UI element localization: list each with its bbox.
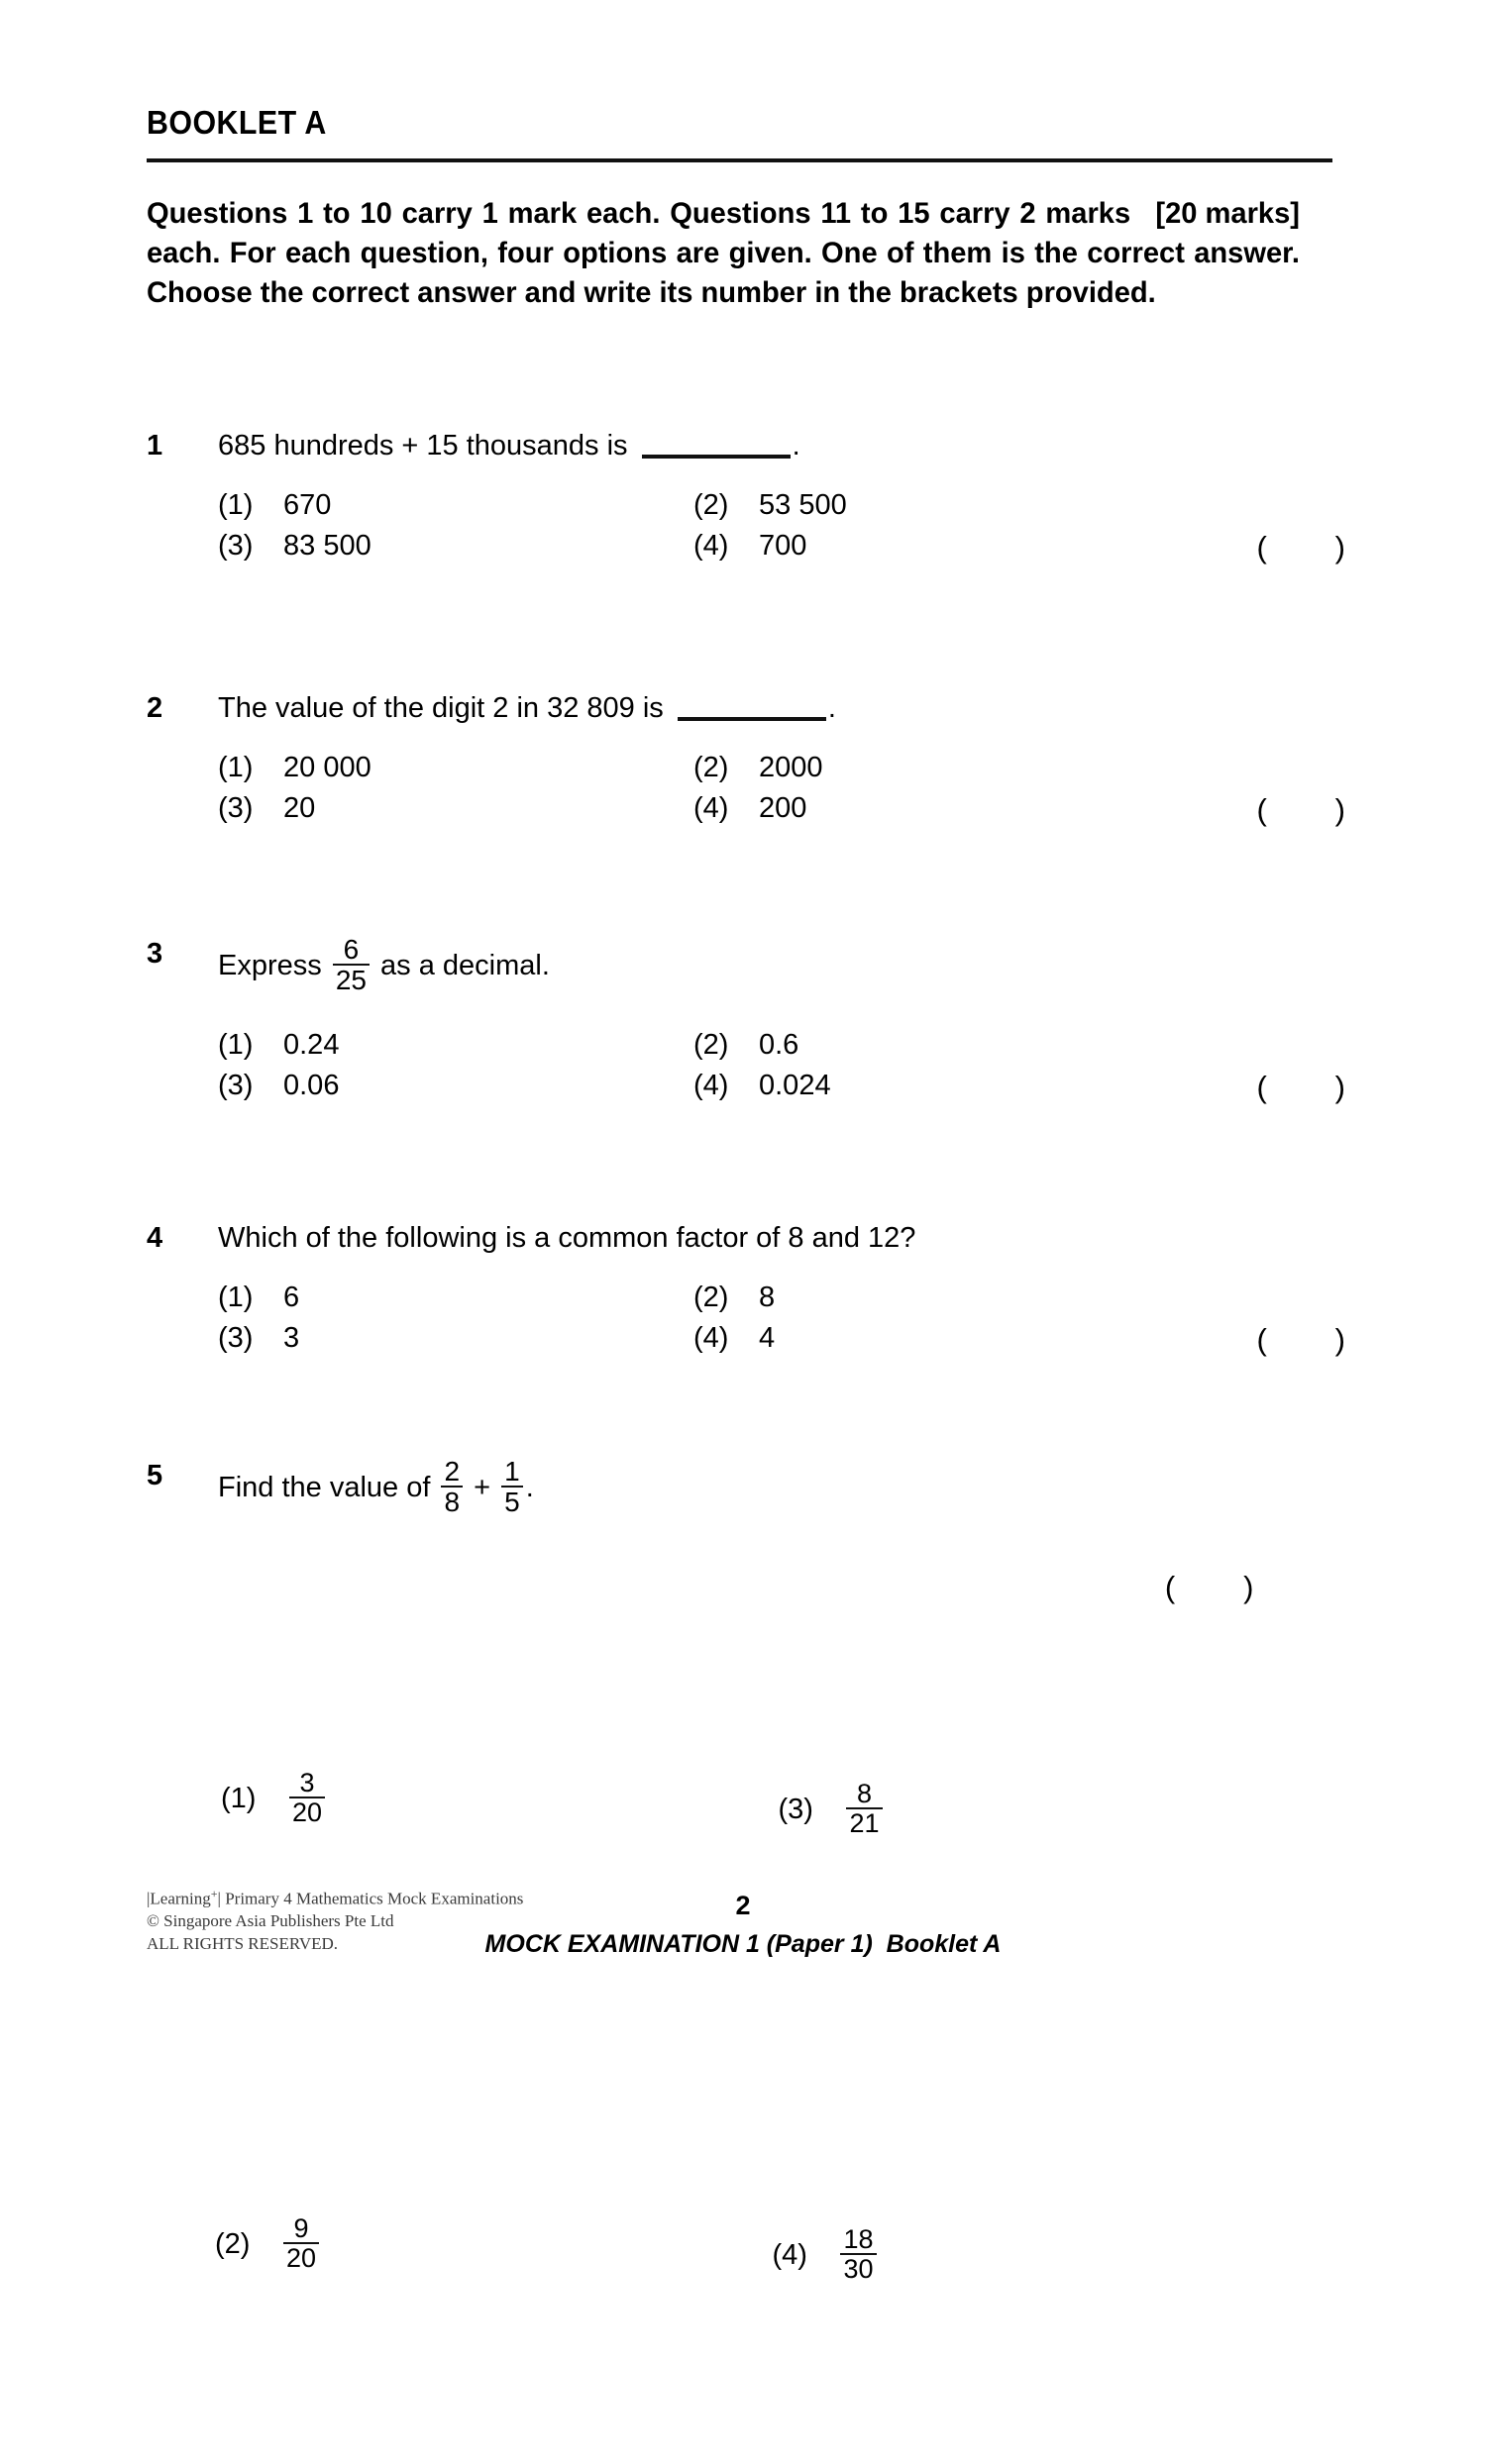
question-text bbox=[218, 690, 1345, 726]
answer-bracket[interactable]: ( ) bbox=[1164, 1570, 1254, 1605]
header-divider bbox=[147, 158, 1332, 162]
fraction-numerator: 3 bbox=[299, 1768, 315, 1798]
option-2[interactable] bbox=[693, 752, 1110, 784]
option-value: 20 bbox=[283, 792, 316, 825]
option-2[interactable] bbox=[215, 2036, 631, 2452]
option-value: 700 bbox=[759, 530, 807, 563]
option-value: 0.24 bbox=[283, 1029, 340, 1062]
option-2[interactable] bbox=[693, 489, 1110, 522]
question-2 bbox=[147, 690, 1345, 828]
fraction-denominator: 25 bbox=[333, 964, 370, 994]
option-label: (3) bbox=[218, 1322, 254, 1355]
stem-prefix: Express bbox=[218, 949, 330, 981]
option-label: (4) bbox=[772, 2239, 807, 2272]
answer-bracket[interactable]: ( ) bbox=[1256, 1322, 1345, 1358]
stem-suffix: . bbox=[827, 692, 836, 724]
option-3[interactable] bbox=[218, 1322, 693, 1355]
option-row bbox=[147, 1322, 1345, 1358]
option-value: 0.06 bbox=[283, 1070, 340, 1102]
option-1[interactable] bbox=[218, 1282, 693, 1314]
stem-prefix: Find the value of bbox=[218, 1471, 439, 1503]
instructions-text: Questions 1 to 10 carry 1 mark each. Questions 11 to 15 carry 2 marks each. For each question, four options are given. One of them is the correct answer. Choose the correct answer and write its number in the brackets provided. bbox=[147, 197, 1300, 309]
option-2[interactable] bbox=[693, 1282, 1110, 1314]
fraction-numerator: 8 bbox=[856, 1779, 872, 1809]
option-row bbox=[147, 1282, 1345, 1314]
option-fraction bbox=[840, 2225, 876, 2283]
option-value: 200 bbox=[759, 792, 807, 825]
option-label: (1) bbox=[218, 752, 254, 784]
option-label: (2) bbox=[693, 489, 729, 522]
option-1[interactable] bbox=[218, 1029, 693, 1062]
option-label: (1) bbox=[221, 1783, 257, 1815]
question-3 bbox=[147, 934, 1345, 1105]
answer-blank bbox=[642, 435, 791, 459]
option-row bbox=[147, 530, 1345, 563]
stem-prefix: Which of the following is a common factor of 8 and 12? bbox=[218, 1222, 916, 1254]
option-label: (2) bbox=[693, 752, 729, 784]
fraction-numerator: 1 bbox=[504, 1456, 520, 1487]
footer-series-superscript: + bbox=[210, 1887, 218, 1900]
option-value: 4 bbox=[759, 1322, 776, 1355]
option-label: (3) bbox=[218, 1070, 254, 1102]
fraction-numerator: 18 bbox=[843, 2224, 874, 2255]
option-row bbox=[706, 1572, 1253, 2463]
option-row bbox=[147, 489, 1345, 522]
page-footer bbox=[0, 1887, 1486, 2015]
total-marks: [20 marks] bbox=[1155, 197, 1300, 230]
fraction-denominator: 30 bbox=[840, 2253, 876, 2283]
fraction-denominator: 8 bbox=[441, 1486, 463, 1516]
footer-series-post: | Primary 4 Mathematics Mock Examinations bbox=[217, 1889, 524, 1908]
option-group bbox=[147, 752, 1345, 828]
option-row bbox=[147, 792, 1345, 828]
stem-operator: + bbox=[466, 1471, 499, 1503]
option-fraction bbox=[289, 1769, 325, 1826]
fraction-denominator: 20 bbox=[283, 2242, 319, 2272]
option-2[interactable] bbox=[693, 1029, 1110, 1062]
option-label: (2) bbox=[215, 2228, 251, 2261]
footer-series-pre: |Learning bbox=[147, 1889, 211, 1908]
option-group bbox=[147, 489, 1345, 563]
stem-prefix: 685 hundreds + 15 thousands is bbox=[218, 430, 636, 462]
option-value: 3 bbox=[283, 1322, 300, 1355]
option-value: 2000 bbox=[759, 752, 823, 784]
option-3[interactable] bbox=[218, 530, 693, 563]
footer-publisher: © Singapore Asia Publishers Pte Ltd bbox=[147, 1911, 394, 1931]
option-4[interactable] bbox=[693, 1322, 1110, 1355]
option-value: 20 000 bbox=[283, 752, 372, 784]
instructions-block bbox=[147, 194, 1300, 313]
stem-fraction bbox=[333, 935, 370, 994]
fraction-numerator: 6 bbox=[343, 934, 360, 965]
answer-bracket[interactable]: ( ) bbox=[1256, 1070, 1345, 1105]
option-label: (4) bbox=[693, 792, 729, 825]
option-3[interactable] bbox=[218, 792, 693, 825]
question-number: 4 bbox=[147, 1222, 163, 1254]
answer-blank bbox=[678, 697, 826, 721]
page-title: BOOKLET A bbox=[147, 104, 327, 141]
option-4[interactable] bbox=[693, 1070, 1110, 1102]
option-4[interactable] bbox=[693, 530, 1110, 563]
page-number: 2 bbox=[735, 1891, 751, 1920]
option-1[interactable] bbox=[218, 489, 693, 522]
option-value: 0.024 bbox=[759, 1070, 831, 1102]
question-stem bbox=[147, 428, 1345, 463]
option-value: 6 bbox=[283, 1282, 300, 1314]
stem-prefix: The value of the digit 2 in 32 809 is bbox=[218, 692, 672, 724]
option-label: (4) bbox=[693, 530, 729, 563]
option-label: (2) bbox=[693, 1282, 729, 1314]
option-group bbox=[147, 1282, 1345, 1358]
option-3[interactable] bbox=[218, 1070, 693, 1102]
stem-suffix: . bbox=[525, 1471, 534, 1503]
option-group bbox=[147, 1029, 1345, 1105]
option-value: 0.6 bbox=[759, 1029, 799, 1062]
option-label: (3) bbox=[218, 792, 254, 825]
option-value: 670 bbox=[283, 489, 332, 522]
stem-fraction-1 bbox=[441, 1457, 463, 1516]
fraction-denominator: 21 bbox=[846, 1807, 882, 1837]
fraction-denominator: 5 bbox=[501, 1486, 523, 1516]
answer-bracket[interactable]: ( ) bbox=[1256, 530, 1345, 565]
answer-bracket[interactable]: ( ) bbox=[1256, 792, 1345, 828]
stem-suffix: as a decimal. bbox=[372, 949, 550, 981]
option-fraction bbox=[846, 1780, 882, 1837]
question-stem bbox=[147, 1458, 1345, 1517]
option-row bbox=[147, 1070, 1345, 1105]
question-number: 3 bbox=[147, 938, 163, 970]
question-number: 5 bbox=[147, 1460, 163, 1491]
footer-exam-title: MOCK EXAMINATION 1 (Paper 1) Booklet A bbox=[484, 1930, 1002, 1958]
option-1[interactable] bbox=[218, 752, 693, 784]
option-label: (3) bbox=[778, 1794, 813, 1826]
option-row bbox=[147, 752, 1345, 784]
stem-suffix: . bbox=[792, 430, 800, 462]
option-4[interactable] bbox=[693, 792, 1110, 825]
question-text bbox=[218, 428, 1345, 463]
question-number: 1 bbox=[147, 430, 163, 462]
option-fraction bbox=[283, 2214, 319, 2272]
question-stem bbox=[147, 936, 1345, 995]
question-text bbox=[218, 1458, 1345, 1517]
fraction-denominator: 20 bbox=[289, 1797, 325, 1826]
question-4 bbox=[147, 1220, 1345, 1358]
option-4[interactable] bbox=[772, 2047, 1188, 2463]
option-value: 83 500 bbox=[283, 530, 372, 563]
question-stem bbox=[147, 690, 1345, 726]
option-label: (4) bbox=[693, 1070, 729, 1102]
option-label: (1) bbox=[218, 1282, 254, 1314]
question-stem bbox=[147, 1220, 1345, 1256]
option-row bbox=[147, 1029, 1345, 1062]
question-text bbox=[218, 936, 1345, 995]
option-label: (4) bbox=[693, 1322, 729, 1355]
option-label: (1) bbox=[218, 489, 254, 522]
fraction-numerator: 9 bbox=[293, 2213, 309, 2244]
fraction-numerator: 2 bbox=[444, 1456, 461, 1487]
option-label: (1) bbox=[218, 1029, 254, 1062]
question-1 bbox=[147, 428, 1345, 563]
option-label: (2) bbox=[693, 1029, 729, 1062]
question-text bbox=[218, 1220, 1345, 1256]
option-label: (3) bbox=[218, 530, 254, 563]
option-value: 8 bbox=[759, 1282, 776, 1314]
footer-rights: ALL RIGHTS RESERVED. bbox=[147, 1933, 339, 1953]
option-value: 53 500 bbox=[759, 489, 847, 522]
stem-fraction-2 bbox=[501, 1457, 523, 1516]
question-number: 2 bbox=[147, 692, 163, 724]
